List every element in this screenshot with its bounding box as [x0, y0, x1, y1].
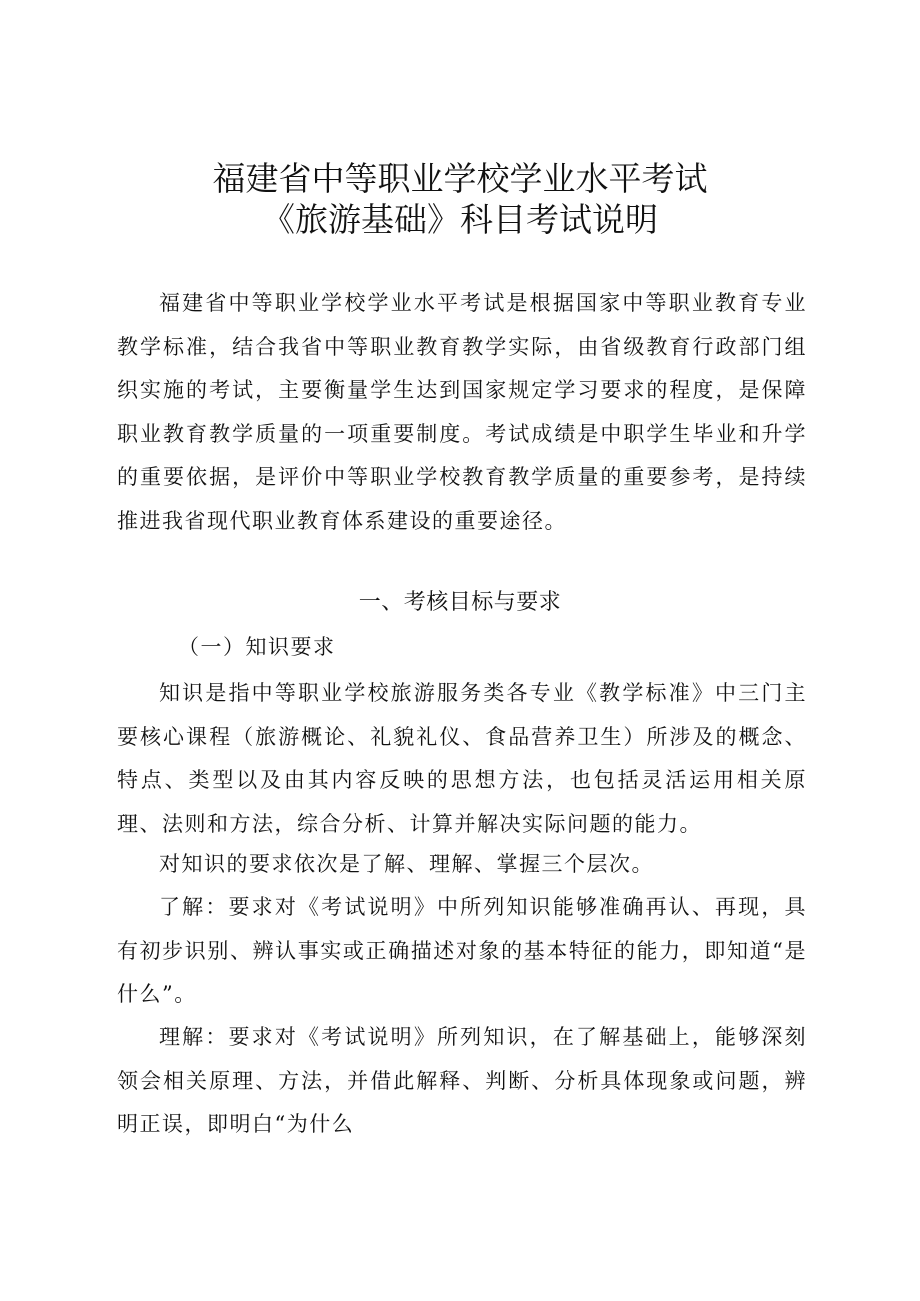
level-understand-paragraph: 理解：要求对《考试说明》所列知识，在了解基础上，能够深刻领会相关原理、方法，并借此解释、判断、分析具体现象或问题，辨明正误，即明白“为什么	[117, 1025, 807, 1137]
document-title-line-1: 福建省中等职业学校学业水平考试	[212, 159, 708, 198]
subsection-heading-knowledge: （一）知识要求	[178, 635, 336, 659]
intro-paragraph: 福建省中等职业学校学业水平考试是根据国家中等职业教育专业教学标准，结合我省中等职业教育教学实际，由省级教育行政部门组织实施的考试，主要衡量学生达到国家规定学习要求的程度，是保障职业教育教学质量的一项重要制度。考试成绩是中职学生毕业和升学的重要依据，是评价中等职业学校教育教学质量的重要参考，是持续推进我省现代职业教育体系建设的重要途径。	[117, 291, 807, 533]
section-heading-objectives: 一、考核目标与要求	[358, 590, 562, 615]
document-title-line-2: 《旅游基础》科目考试说明	[262, 200, 658, 239]
knowledge-levels-paragraph: 对知识的要求依次是了解、理解、掌握三个层次。	[159, 852, 654, 876]
level-know-paragraph: 了解：要求对《考试说明》中所列知识能够准确再认、再现，具有初步识别、辨认事实或正确描述对象的基本特征的能力，即知道“是什么”。	[117, 895, 807, 1007]
knowledge-definition-paragraph: 知识是指中等职业学校旅游服务类各专业《教学标准》中三门主要核心课程（旅游概论、礼貌礼仪、食品营养卫生）所涉及的概念、特点、类型以及由其内容反映的思想方法，也包括灵活运用相关原理、法则和方法，综合分析、计算并解决实际问题的能力。	[117, 681, 807, 836]
